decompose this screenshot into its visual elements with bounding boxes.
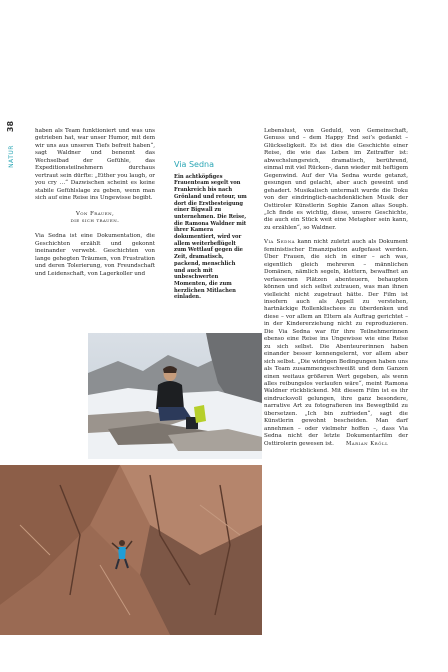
info-box-text: Ein achtköpfiges Frauenteam segelt von Frankreich bis nach Grönland und retour, um dort die Erstbesteigung einer Bigwall zu unternehmen. Die Reise, die Ramona Waldner mit ihrer Kamera dokumentiert, wird vor allem weiterbeflügelt zum Wettlauf gegen die Zeit, dramatisch, packend, menschlich und auch mit unbeschwerten Momenten, die zum herzlichen Mitlachen einladen. <box>174 173 247 301</box>
motto-line: die sich trauen. <box>70 217 120 224</box>
info-box <box>174 162 248 301</box>
section-label: NATUR <box>7 145 15 168</box>
folio <box>4 118 18 168</box>
photo-climber-on-rock <box>0 465 262 635</box>
author-byline: Marian Kröll <box>345 440 389 447</box>
info-box-title: Via Sedna <box>174 160 215 169</box>
paragraph: Via Sedna ist eine Dokumentation, die Geschichten erzählt und gekonnt ineinander verwebt. Geschichten von lange gehegten Träumen, von Frustration und deren Tolerierung, von Freundschaft und Leidenschaft, von Lagerkoller und <box>35 233 155 277</box>
article-column-left <box>35 128 155 278</box>
paragraph: Lebenslust, von Geduld, von Gemeinschaft, Genuss und – dem Happy End sei’s gedankt – Glückseligkeit. Es ist dies die Geschichte einer Reise, die wie das Leben im Zeitraffer ist: abwechslungsreich, dramatisch, berührend, einmal mit viel Rücken-, dann wieder mit heftigem Gegenwind. Auf der Via Sedna wurde getanzt, gesungen und gelacht, aber auch geweint und gehadert. Musikalisch untermalt wurde die Doku von der eindringlich-nachdenklichen Musik der Osttiroler Künstlerin Sophie Zanon alias Souph. „Ich finde es wichtig, diese, unsere Geschichte, die auch ein Stück weit eine Metapher sein kann, zu erzählen“, so Waldner. <box>264 128 409 231</box>
paragraph: haben als Team funktioniert und was uns getrieben hat, war unser Humor, mit dem wir uns aus unseren Tiefs befreit haben“, sagt Waldner und benennt das Wechselbad der Gefühle, das Expeditionsteilnehmern durchaus vertraut sein dürfte: „Either you laugh, or you cry …“ Dazwischen scheint es keine stabile Gefühlslage zu geben, wenn man sich auf eine Reise ins Ungewisse begibt. <box>35 128 155 202</box>
section-motto <box>35 211 155 226</box>
page-number: 38 <box>6 120 16 133</box>
paragraph <box>264 239 408 448</box>
article-column-right <box>264 128 408 448</box>
paragraph-lead: Via Sedna <box>264 239 295 246</box>
motto-line: Von Frauen, <box>75 210 115 217</box>
photo-climber-resting <box>88 333 262 459</box>
paragraph-text: kann nicht zuletzt auch als Dokument feministischer Emanzipation aufgefasst werden. Über Frauen, die sich in einer – ach was, eigentlich gleich mehreren – männlichen Domänen, nämlich segeln, klettern, bewaffnet an verlassenen Plätzen abenteuern, behaupten können und sich selbst zutrauen, was man ihnen vielleicht nicht zugetraut hätte. Der Film ist insofern auch als Appell zu verstehen, hartnäckige Rollenklischees zu überdenken und diese – vor allem an Eltern als Auftrag gerichtet – in der Kindererziehung nicht zu reproduzieren. Die Via Sedna war für ihre Teilnehmerinnen ebenso eine Reise ins Ungewisse wie eine Reise zu sich selbst. Die Abenteurerinnen haben einander besser kennengelernt, vor allem aber sich selbst. „Die widrigen Bedingungen haben uns als Team zusammengeschweißt und dem Ganzen einen weitaus größeren Wert gegeben, als wenn alles reibungslos verlaufen wäre“, meint Ramona Waldner rückblickend. Mit diesem Film ist es ihr eindrucksvoll gelungen, ihre ganz besondere, narrative Art zu fotografieren ins Bewegtbild zu übersetzen. „Ich bin zufrieden“, sagt die Künstlerin gewohnt bescheiden. Man darf annehmen – oder vielmehr hoffen –, dass Via Sedna nicht der letzte Dokumentarfilm der Osttirolerin gewesen ist. <box>264 239 409 447</box>
